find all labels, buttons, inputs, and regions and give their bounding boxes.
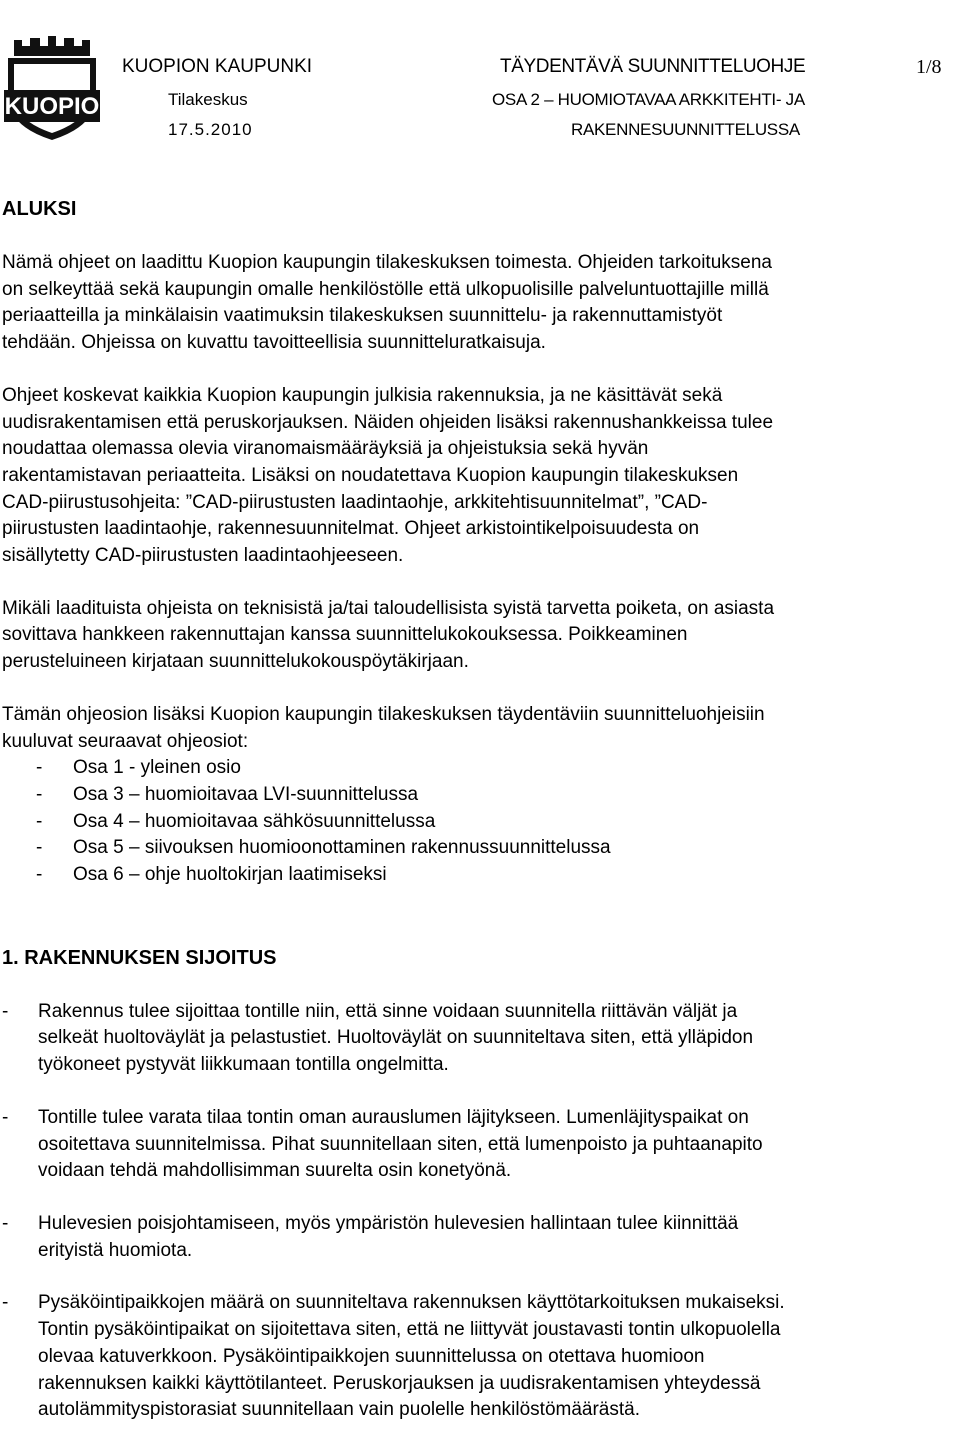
list-item: - Osa 4 – huomioitavaa sähkösuunnittelussa xyxy=(2,809,958,836)
list-item: - Osa 6 – ohje huoltokirjan laatimiseksi xyxy=(2,862,958,889)
section-1-list xyxy=(2,999,958,1424)
intro-paragraph-3: Mikäli laadituista ohjeista on teknisistä ja/tai taloudellisista syistä tarvetta poiketa, on asiasta sovittava hankkeen rakennuttajan kanssa suunnittelukokouksessa. Poikkeaminen perusteluineen kirjataan suunnittelukokouspöytäkirjaan. xyxy=(2,597,775,673)
header-org: KUOPION KAUPUNKI xyxy=(122,56,313,77)
list-item: - Pysäköintipaikkojen määrä on suunniteltava rakennuksen käyttötarkoituksen mukaiseksi. Tontin pysäköintipaikat on sijoitettava siten, että ne liittyvät joustavasti tontin ulkopuolella olevaa katuverkkoon. Pysäköintipaikkojen suunnittelussa on otettava huomioon rakennuksen kaikki käyttötilanteet. Peruskorjauksen ja uudisrakentamisen yhteydessä autolämmityspistorasiat suunnitellaan vain puolelle henkilöstömäärästä. xyxy=(2,1290,958,1424)
logo-text: KUOPIO xyxy=(4,93,100,120)
header-page-number: 1/8 xyxy=(916,56,942,78)
intro-paragraph-1: Nämä ohjeet on laadittu Kuopion kaupungin tilakeskuksen toimesta. Ohjeiden tarkoituksena on selkeyttää sekä kaupungin omalle henkilöstölle että ulkopuolisille palveluntuottajille millä periaatteilla ja minkälaisin vaatimuksin tilakeskuksen suunnittelu- ja rakennuttamistyöt tehdään. Ohjeissa on kuvattu tavoitteellisia suunnitteluratkaisuja. xyxy=(2,252,772,354)
list-item: - Rakennus tulee sijoittaa tontille niin, että sinne voidaan suunnitella riittävän väljät ja selkeät huoltoväylät ja pelastustiet. Huoltoväylät on suunniteltava siten, että ylläpidon työkoneet pystyvät liikkumaan tontilla ongelmitta. xyxy=(2,999,958,1079)
list-item: - Tontille tulee varata tilaa tontin oman aurauslumen läjitykseen. Lumenläjityspaikat on osoitettava suunnitelmissa. Pihat suunnitellaan siten, että lumenpoisto ja puhtaanapito voidaan tehdä mahdollisimman suurelta osin konetyönä. xyxy=(2,1105,958,1185)
kuopio-logo xyxy=(2,34,102,147)
header-dept: Tilakeskus xyxy=(168,90,248,109)
list-item: - Osa 3 – huomioitavaa LVI-suunnittelussa xyxy=(2,782,958,809)
intro-paragraph-2: Ohjeet koskevat kaikkia Kuopion kaupungin julkisia rakennuksia, ja ne käsittävät sekä uudisrakentamisen että peruskorjauksen. Näiden ohjeiden lisäksi rakennushankkeissa tulee noudattaa olemassa olevia viranomaismääräyksiä ja ohjeistuksia sekä hyvän rakentamistavan periaatteita. Lisäksi on noudatettava Kuopion kaupungin tilakeskuksen CAD-piirustusohjeita: ”CAD-piirustusten laadintaohje, arkkitehtisuunnitelmat”, ”CAD- piirustusten laadintaohje, rakennesuunnitelmat. Ohjeet arkistointikelpoisuudesta on sisällytetty CAD-piirustusten laadintaohjeeseen. xyxy=(2,384,774,567)
list-item: - Osa 1 - yleinen osio xyxy=(2,755,958,782)
header-date: 17.5.2010 xyxy=(168,120,253,139)
header-doc-title: TÄYDENTÄVÄ SUUNNITTELUOHJE xyxy=(500,56,806,77)
list-item: - Hulevesien poisjohtamiseen, myös ympäristön hulevesien hallintaan tulee kiinnittää erityistä huomiota. xyxy=(2,1211,958,1264)
header-subtitle-2: RAKENNESUUNNITTELUSSA xyxy=(571,120,800,139)
list-item: - Osa 5 – siivouksen huomioonottaminen rakennussuunnittelussa xyxy=(2,835,958,862)
heading-aluksi: ALUKSI xyxy=(2,198,77,220)
intro-paragraph-4: Tämän ohjeosion lisäksi Kuopion kaupungin tilakeskuksen täydentäviin suunnitteluohjeisiin kuuluvat seuraavat ohjeosiot: xyxy=(2,703,765,752)
heading-section-1: 1. RAKENNUKSEN SIJOITUS xyxy=(2,946,277,969)
parts-list xyxy=(2,755,958,889)
document-body xyxy=(2,196,958,1424)
header-subtitle-1: OSA 2 – HUOMIOTAVAA ARKKITEHTI- JA xyxy=(492,90,805,109)
